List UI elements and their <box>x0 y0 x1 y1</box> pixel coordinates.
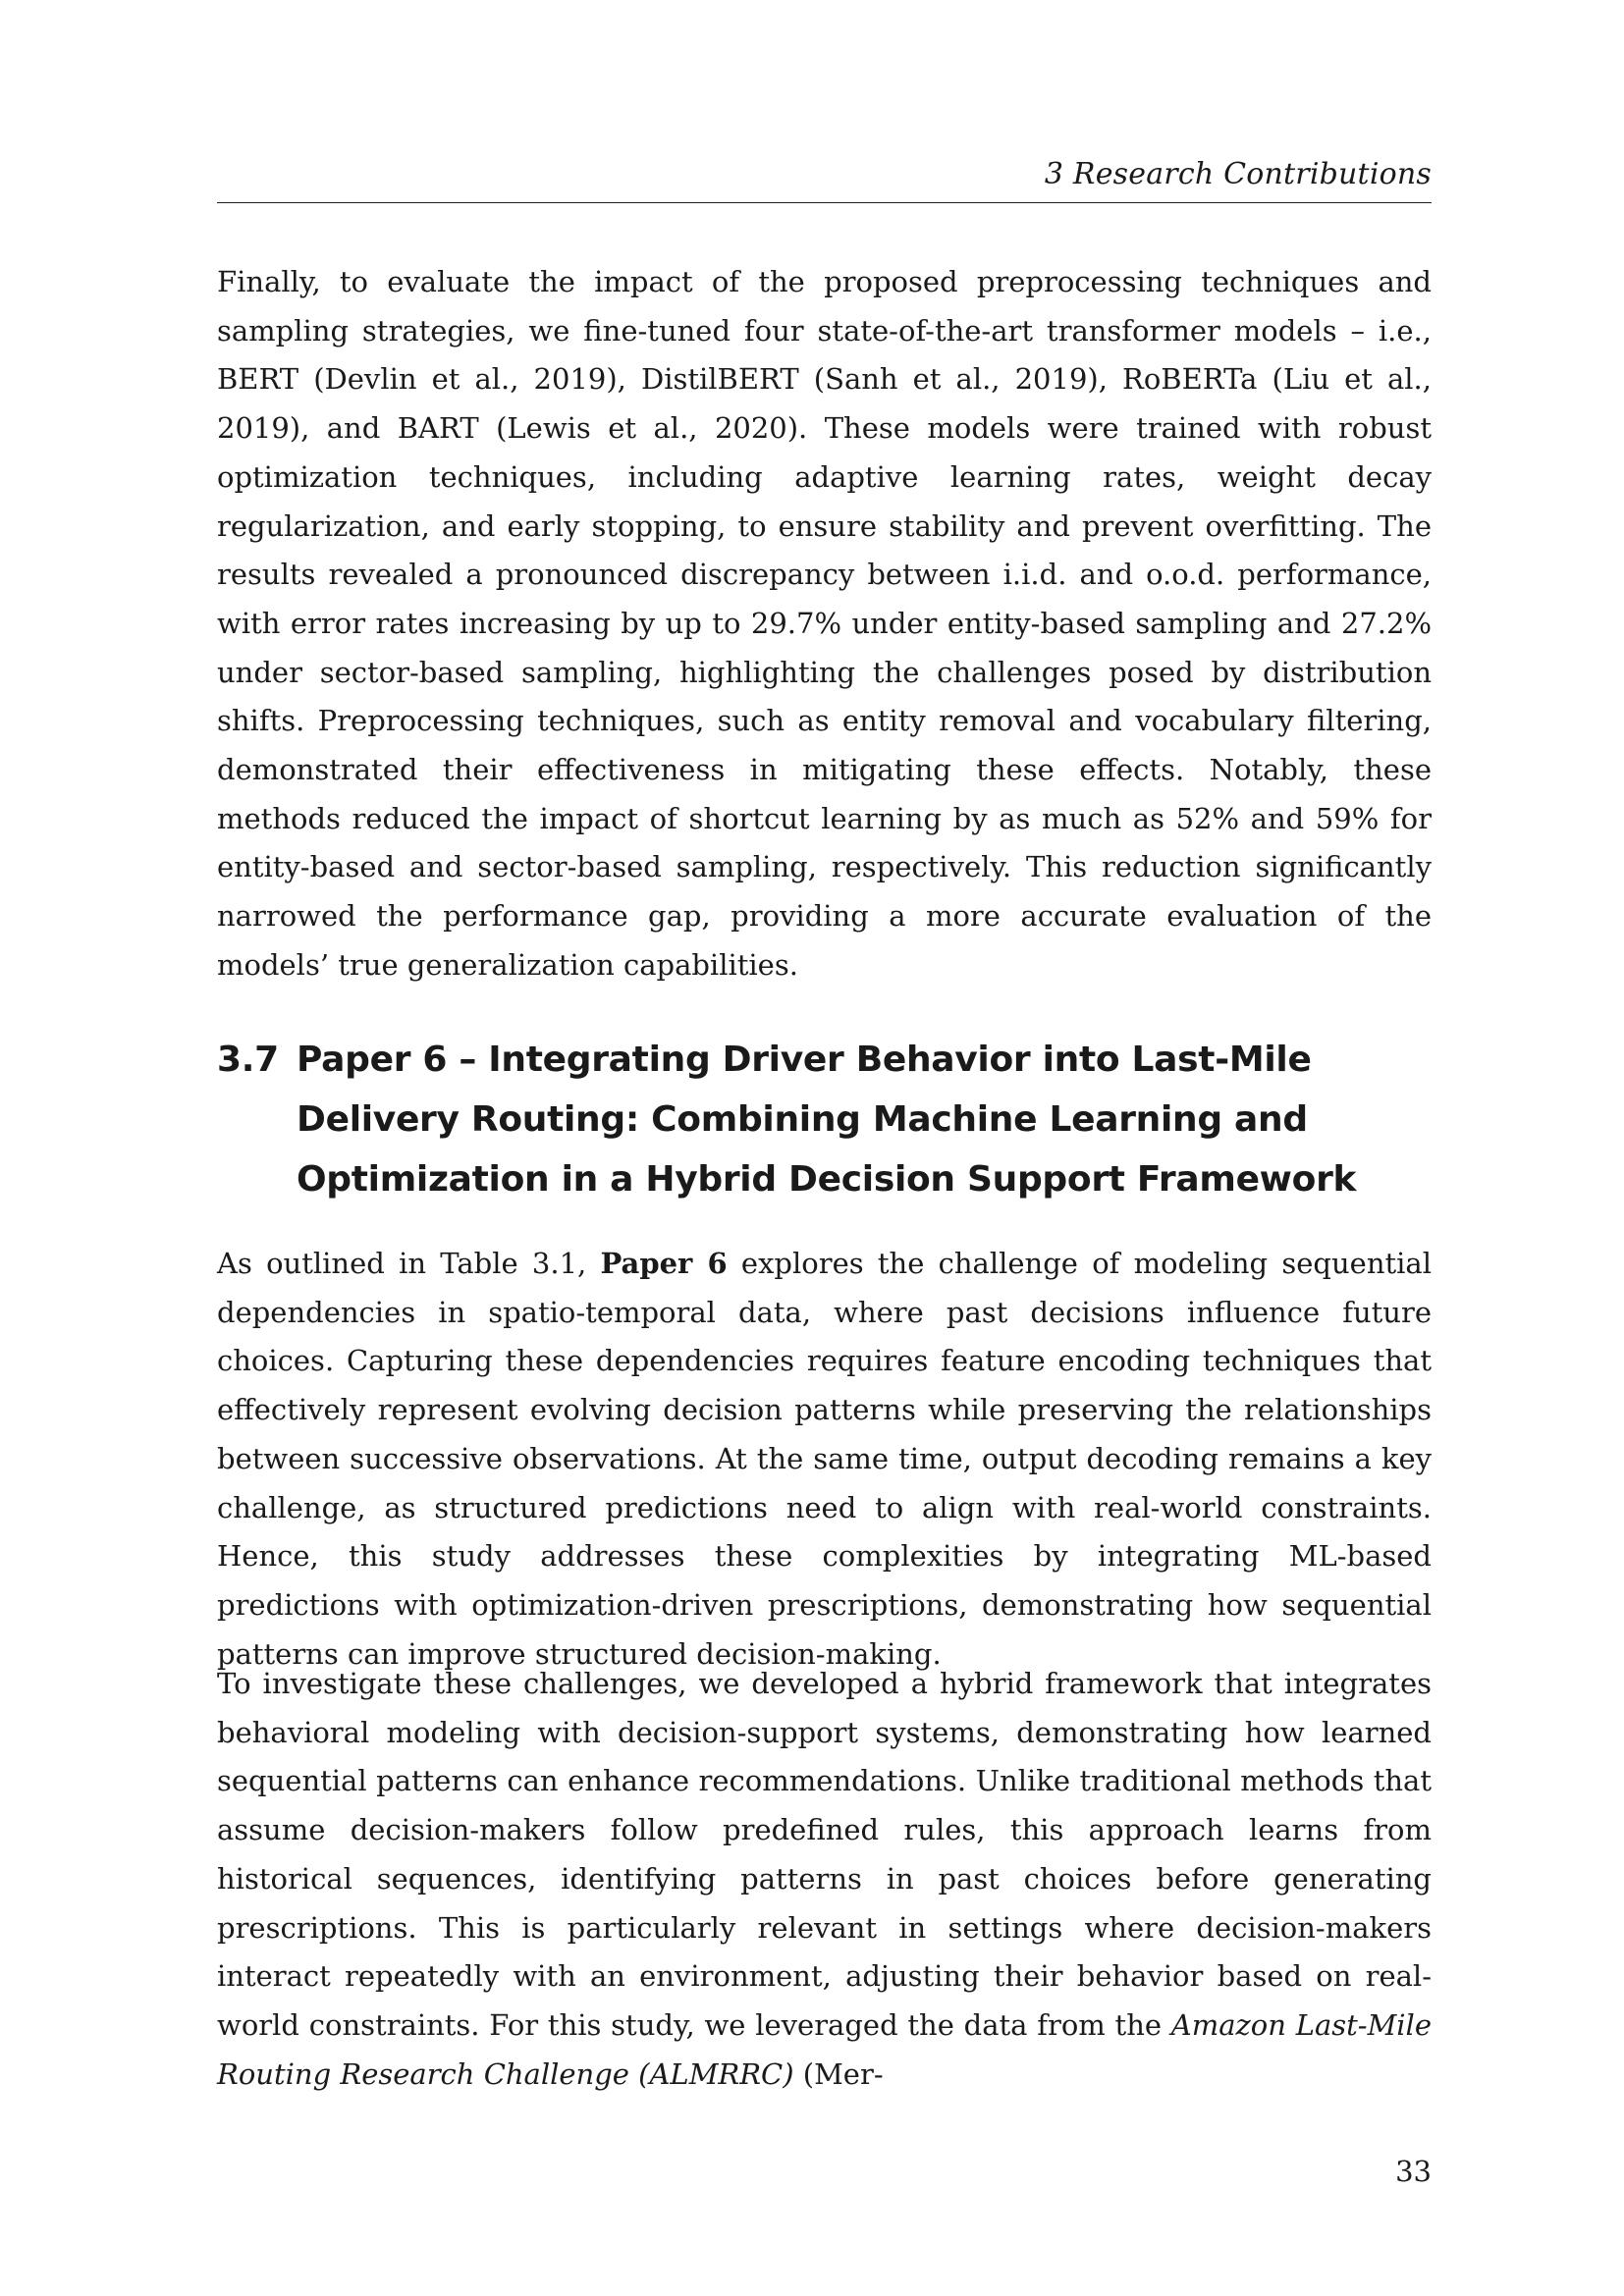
section-number: 3.7 <box>217 1040 279 1080</box>
paragraph-suffix: (Mer- <box>793 2056 884 2091</box>
paragraph-paper6-intro <box>217 1240 1432 1679</box>
paragraph-body: To investigate these challenges, we developed a hybrid framework that integrates behavioral modeling with decision-support systems, demonstrating how learned sequential patterns can enhance recommendations. Unlike traditional methods that assume decision-makers follow predefined rules, this approach learns from historical sequences, identifying patterns in past choices before generating prescriptions. This is particularly relevant in settings where decision-makers interact repeatedly with an environment, adjusting their behavior based on real-world constraints. For this study, we leveraged the data from the <box>217 1667 1432 2042</box>
dataset-name: Amazon Last-Mile Routing Research Challenge (ALMRRC) <box>217 2007 1432 2091</box>
section-title: Paper 6 – Integrating Driver Behavior into Last-Mile Delivery Routing: Combining Machine Learning and Optimization in a Hybrid Decision Support Framework <box>297 1040 1357 1200</box>
running-header: 3 Research Contributions <box>1044 157 1432 191</box>
section-heading <box>217 1030 1432 1209</box>
paragraph-hybrid-framework <box>217 1660 1432 2099</box>
paragraph-model-evaluation: Finally, to evaluate the impact of the proposed preprocessing techniques and sampling strategies, we fine-tuned four state-of-the-art transformer models – i.e., BERT (Devlin et al., 2019), DistilBERT (Sanh et al., 2019), RoBERTa (Liu et al., 2019), and BART (Lewis et al., 2020). These models were trained with robust optimization techniques, including adaptive learning rates, weight decay regularization, and early stopping, to ensure stability and prevent overfitting. The results revealed a pronounced discrepancy between i.i.d. and o.o.d. performance, with error rates increasing by up to 29.7% under entity-based sampling and 27.2% under sector-based sampling, highlighting the challenges posed by distribution shifts. Preprocessing techniques, such as entity removal and vocabulary filtering, demonstrated their effectiveness in mitigating these effects. Notably, these methods reduced the impact of shortcut learning by as much as 52% and 59% for entity-based and sector-based sampling, respectively. This reduction significantly narrowed the performance gap, providing a more accurate evaluation of the models’ true generalization capabilities. <box>217 265 1432 982</box>
paragraph-prefix: As outlined in Table 3.1, <box>217 1247 601 1280</box>
paragraph-body: explores the challenge of modeling sequential dependencies in spatio-temporal data, where past decisions influence future choices. Capturing these dependencies requires feature encoding techniques that effectively represent evolving decision patterns while preserving the relationships between successive observations. At the same time, output decoding remains a key challenge, as structured predictions need to align with real-world constraints. Hence, this study addresses these complexities by integrating ML-based predictions with optimization-driven prescriptions, demonstrating how sequential patterns can improve structured decision-making. <box>217 1247 1432 1671</box>
header-rule <box>217 202 1432 203</box>
page-number: 33 <box>1395 2155 1432 2188</box>
paper-reference: Paper 6 <box>600 1247 728 1280</box>
